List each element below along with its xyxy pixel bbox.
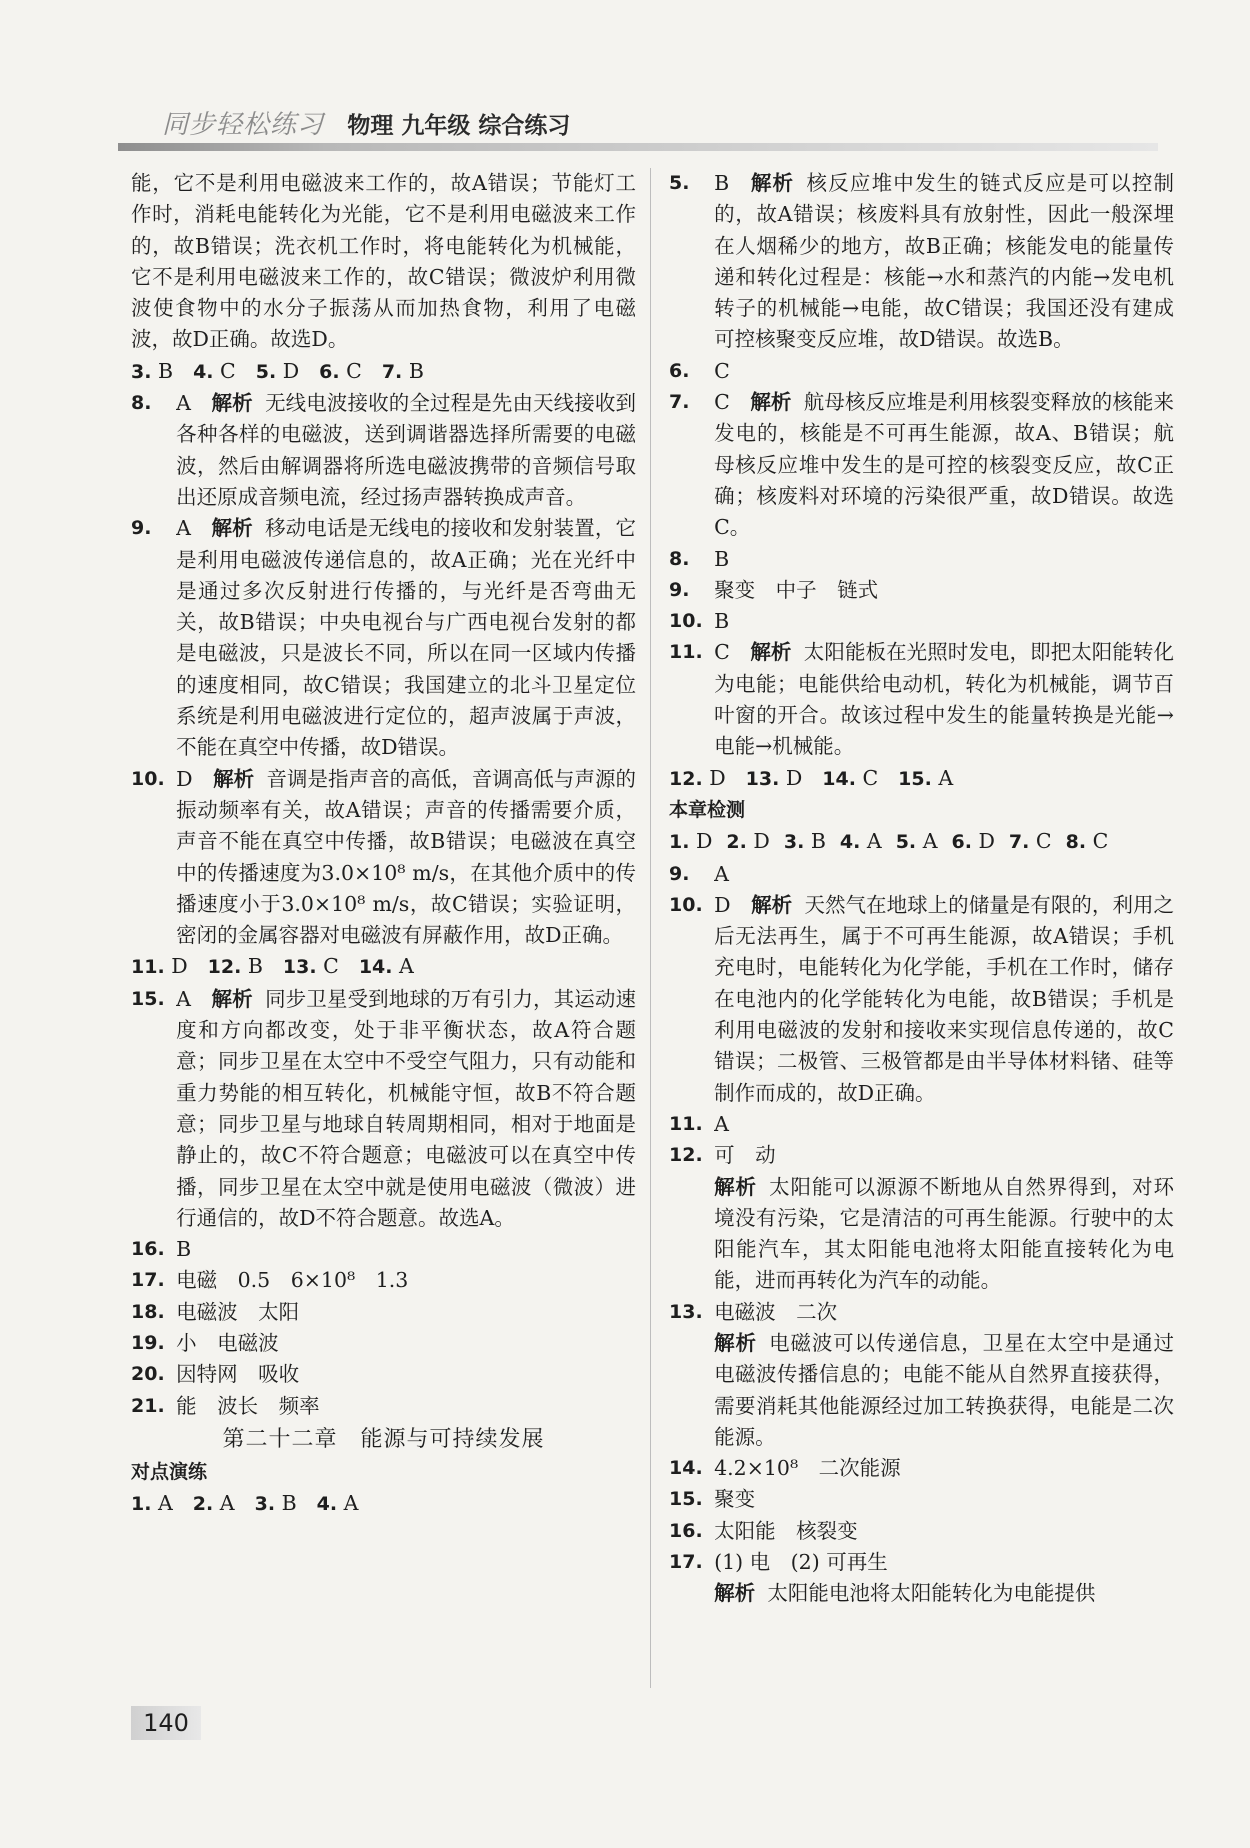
question-10: 10. D 解析 音调是指声音的高低，音调高低与声源的振动频率有关，故A错误；声音的传播需要介质，声音不能在真空中传播，故B错误；电磁波在真空中的传播速度为3.0×10⁸ m/s，在其他介质中的传播速度小于3.0×10⁸ m/s，故C错误；实验证明，密闭的金属容器对电磁波有屏蔽作用，故D正确。	[131, 766, 637, 948]
answer-item: 8. C	[1065, 829, 1109, 854]
test-question-15: 15. 聚变	[669, 1487, 756, 1512]
test-question-12: 12. 可 动	[669, 1143, 776, 1168]
answer-item: 11. D	[131, 954, 188, 979]
answer-row	[669, 826, 1174, 858]
test-question-11: 11. A	[669, 1111, 729, 1136]
answer-item: 4. A	[316, 1491, 359, 1516]
series-title: 同步轻松练习	[162, 110, 325, 140]
question-9: 9. A 解析 移动电话是无线电的接收和发射装置，它是利用电磁波传递信息的，故A正确；光在光纤中是通过多次反射进行传播的，与光纤是否弯曲无关，故B错误；中央电视台与广西电视台发射的都是电磁波，只是波长不同，所以在同一区域内传播的速度相同，故C错误；我国建立的北斗卫星定位系统是利用电磁波进行定位的，超声波属于声波，不能在真空中传播，故D错误。	[131, 516, 637, 760]
answer-item: 4. A	[839, 829, 882, 854]
explanation: 解析 电磁波可以传递信息，卫星在太空中是通过电磁波传播信息的；电能不能从自然界直接获得，需要消耗其他能源经过加工转换获得，电能是二次能源。	[714, 1330, 1175, 1449]
answer-item: 1. D	[669, 829, 713, 854]
section-title: 对点演练	[131, 1461, 208, 1484]
answer-item: 5. A	[895, 829, 938, 854]
explanation: 解析 太阳能可以源源不断地从自然界得到，对环境没有污染，它是清洁的可再生能源。行驶中的太阳能汽车，其太阳能电池将太阳能直接转化为电能，进而再转化为汽车的动能。	[714, 1174, 1175, 1293]
answer-row	[131, 951, 636, 983]
question-20: 20. 因特网 吸收	[131, 1362, 300, 1387]
answer-item: 3. B	[254, 1491, 297, 1516]
question-17: 17. 电磁 0.5 6×10⁸ 1.3	[131, 1268, 409, 1293]
question-16: 16. B	[131, 1237, 192, 1262]
right-column	[669, 168, 1174, 1610]
section-title: 本章检测	[669, 798, 746, 821]
answer-item: 2. A	[192, 1491, 235, 1516]
chapter-title: 第二十二章 能源与可持续发展	[222, 1426, 545, 1452]
answer-item: 13. C	[282, 954, 339, 979]
test-question-9: 9. A	[669, 861, 729, 886]
answer-item: 14. C	[822, 765, 879, 790]
answer-item: 3. B	[783, 829, 826, 854]
answer-item: 15. A	[898, 765, 954, 790]
book-title: 物理 九年级 综合练习	[347, 113, 571, 139]
page-header	[162, 104, 570, 141]
answer-item: 5. D	[255, 358, 300, 383]
answer-item: 4. C	[193, 358, 236, 383]
question-19: 19. 小 电磁波	[131, 1330, 279, 1355]
test-question-16: 16. 太阳能 核裂变	[669, 1518, 858, 1543]
question-10: 10. B	[669, 609, 730, 634]
test-question-17: 17. (1) 电 (2) 可再生	[669, 1550, 888, 1575]
answer-row	[131, 1488, 636, 1520]
answer-item: 6. D	[951, 829, 995, 854]
test-question-13: 13. 电磁波 二次	[669, 1299, 838, 1324]
answer-item: 3. B	[131, 358, 174, 383]
column-divider	[650, 168, 651, 1688]
answer-item: 12. D	[669, 765, 726, 790]
continued-text: 能，它不是利用电磁波来工作的，故A错误；节能灯工作时，消耗电能转化为光能，它不是利用电磁波来工作的，故B错误；洗衣机工作时，将电能转化为机械能，它不是利用电磁波来工作的，故C错误；微波炉利用微波使食物中的水分子振荡从而加热食物，利用了电磁波，故D正确。故选D。	[131, 171, 636, 352]
question-21: 21. 能 波长 频率	[131, 1393, 320, 1418]
answer-item: 1. A	[131, 1491, 173, 1516]
question-18: 18. 电磁波 太阳	[131, 1299, 300, 1324]
header-bar	[118, 143, 1158, 151]
answer-row	[669, 763, 1174, 795]
test-question-10: 10. D 解析 天然气在地球上的储量是有限的，利用之后无法再生，属于不可再生能源，故A错误；手机充电时，电能转化为化学能，手机在工作时，储存在电池内的化学能转化为电能，故B错误；手机是利用电磁波的发射和接收来实现信息传递的，故C错误；二极管、三极管都是由半导体材料锗、硅等制作而成的，故D正确。	[669, 892, 1175, 1105]
answer-item: 14. A	[358, 954, 414, 979]
question-15: 15. A 解析 同步卫星受到地球的万有引力，其运动速度和方向都改变，处于非平衡状态，故A符合题意；同步卫星在太空中不受空气阻力，只有动能和重力势能的相互转化，机械能守恒，故B不符合题意；同步卫星与地球自转周期相同，相对于地面是静止的，故C不符合题意；电磁波可以在真空中传播，同步卫星在太空中就是使用电磁波（微波）进行通信的，故D不符合题意。故选A。	[131, 986, 637, 1230]
question-8: 8. B	[669, 546, 730, 571]
answer-item: 12. B	[207, 954, 263, 979]
test-question-14: 14. 4.2×10⁸ 二次能源	[669, 1456, 901, 1481]
answer-row	[131, 356, 636, 388]
answer-item: 7. C	[1008, 829, 1052, 854]
question-9: 9. 聚变 中子 链式	[669, 577, 879, 602]
answer-item: 2. D	[726, 829, 770, 854]
answer-item: 13. D	[745, 765, 803, 790]
question-8: 8. A 解析 无线电波接收的全过程是先由天线接收到各种各样的电磁波，送到调谐器选择所需要的电磁波，然后由解调器将所选电磁波携带的音频信号取出还原成音频电流，经过扬声器转换成声音。	[131, 391, 637, 509]
question-11: 11. C 解析 太阳能板在光照时发电，即把太阳能转化为电能；电能供给电动机，转化为机械能，调节百叶窗的开合。故该过程中发生的能量转换是光能→电能→机械能。	[669, 640, 1175, 759]
answer-item: 6. C	[319, 358, 362, 383]
explanation: 解析 太阳能电池将太阳能转化为电能提供	[714, 1581, 1096, 1606]
question-7: 7. C 解析 航母核反应堆是利用核裂变释放的核能来发电的，核能是不可再生能源，故A、B错误；航母核反应堆中发生的是可控的核裂变反应，故C正确；核废料对环境的污染很严重，故D错误。故选C。	[669, 390, 1175, 540]
answer-item: 7. B	[381, 358, 424, 383]
page-number: 140	[131, 1706, 201, 1740]
question-5: 5. B 解析 核反应堆中发生的链式反应是可以控制的，故A错误；核废料具有放射性，因此一般深埋在人烟稀少的地方，故B正确；核能发电的能量传递和转化过程是：核能→水和蒸汽的内能→发电机转子的机械能→电能，故C错误；我国还没有建成可控核聚变反应堆，故D错误。故选B。	[669, 171, 1175, 352]
question-6: 6. C	[669, 358, 730, 383]
left-column	[131, 168, 636, 1521]
